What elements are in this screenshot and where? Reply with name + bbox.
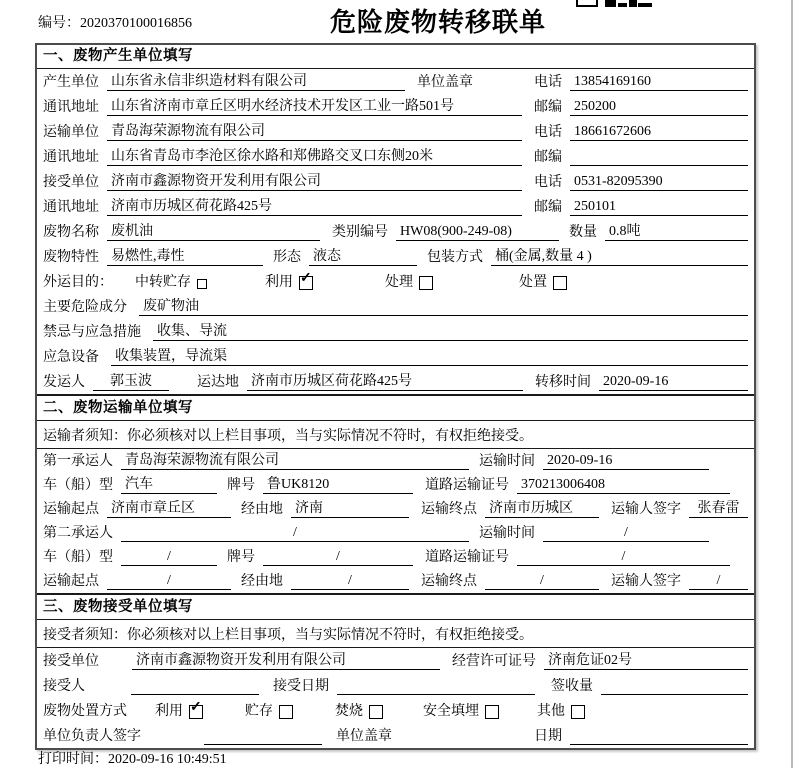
value-carrier-sign-2: / <box>689 572 748 590</box>
row-second-carrier <box>37 521 754 545</box>
row-sender <box>37 369 754 394</box>
value-date <box>570 727 748 745</box>
label-second-carrier: 第二承运人 <box>43 526 113 541</box>
value-road-permit-1: 370213006408 <box>517 476 730 494</box>
label-transport-address: 通讯地址 <box>43 150 99 165</box>
value-transport-unit: 青岛海荣源物流有限公司 <box>107 123 522 141</box>
label-acceptor: 接受人 <box>43 679 85 694</box>
section-2-notice: 运输者须知：你必须核对以上栏目事项，当与实际情况不符时，有权拒绝接受。 <box>37 421 754 449</box>
value-acceptor <box>131 677 259 695</box>
label-packing: 包装方式 <box>427 250 483 265</box>
value-route-end-2: / <box>485 572 599 590</box>
value-waste-name: 废机油 <box>107 223 320 241</box>
label-carrier-sign-2: 运输人签字 <box>611 574 681 589</box>
value-zip-3: 250101 <box>570 198 748 216</box>
disposal-incinerate-checkbox <box>369 705 383 719</box>
row-disposal-method <box>37 698 754 723</box>
label-form-state: 形态 <box>273 250 301 265</box>
transit-storage-checkbox <box>197 279 207 289</box>
label-producer-address: 通讯地址 <box>43 100 99 115</box>
option-treat: 处理 <box>385 274 433 294</box>
value-producer-unit: 山东省永信非织造材料有限公司 <box>107 73 405 91</box>
label-vehicle-type-1: 车（船）型 <box>43 478 113 493</box>
disposal-landfill-checkbox <box>485 705 499 719</box>
label-responsible-sign: 单位负责人签字 <box>43 729 141 744</box>
value-carrier-sign-1: 张春雷 <box>689 500 748 518</box>
label-via-2: 经由地 <box>241 574 283 589</box>
label-quantity: 数量 <box>569 225 597 240</box>
section-3-title: 三、废物接受单位填写 <box>37 593 754 620</box>
label-road-permit-2: 道路运输证号 <box>425 550 509 565</box>
label-unit-seal-2: 单位盖章 <box>336 729 392 744</box>
label-road-permit-1: 道路运输证号 <box>425 478 509 493</box>
value-category-code: HW08(900-249-08) <box>396 223 559 241</box>
label-route-start-1: 运输起点 <box>43 502 99 517</box>
label-main-hazard: 主要危险成分 <box>43 300 127 315</box>
value-via-2: / <box>291 572 409 590</box>
row-precautions <box>37 319 754 344</box>
qr-code-fragment-icon <box>575 0 655 8</box>
label-transport-time-2: 运输时间 <box>479 526 535 541</box>
utilize-checkbox: ✓ <box>299 276 313 290</box>
value-packing: 桶(金属,数量 4 ) <box>491 248 748 266</box>
option-disposal-utilize: 利用 ✓ <box>155 700 202 719</box>
option-disposal-landfill: 安全填埋 <box>423 703 499 723</box>
section-3-notice: 接受者须知：你必须核对以上栏目事项，当与实际情况不符时，有权拒绝接受。 <box>37 620 754 648</box>
row-vehicle-1 <box>37 473 754 497</box>
label-via-1: 经由地 <box>241 502 283 517</box>
disposal-storage-checkbox <box>279 705 293 719</box>
section-2-title: 二、废物运输单位填写 <box>37 394 754 421</box>
value-waste-property: 易燃性,毒性 <box>107 248 263 266</box>
value-receiver-address: 济南市历城区荷花路425号 <box>107 198 522 216</box>
value-responsible-sign <box>204 727 322 745</box>
label-phone-1: 电话 <box>534 75 562 90</box>
value-main-hazard: 废矿物油 <box>139 298 748 316</box>
value-quantity: 0.8吨 <box>605 223 748 241</box>
print-time-label: 打印时间： <box>38 752 108 767</box>
row-route-1 <box>37 497 754 521</box>
label-destination: 运达地 <box>197 375 239 390</box>
value-zip-1: 250200 <box>570 98 748 116</box>
label-route-end-2: 运输终点 <box>421 574 477 589</box>
label-phone-2: 电话 <box>534 125 562 140</box>
row-receiver-address <box>37 194 754 219</box>
value-transfer-date: 2020-09-16 <box>599 373 748 391</box>
label-route-start-2: 运输起点 <box>43 574 99 589</box>
value-second-carrier: / <box>121 524 469 542</box>
value-sender: 郭玉波 <box>93 373 169 391</box>
label-carrier-sign-1: 运输人签字 <box>611 502 681 517</box>
value-first-carrier: 青岛海荣源物流有限公司 <box>121 452 469 470</box>
label-accept-unit: 接受单位 <box>43 654 99 669</box>
label-accept-date: 接受日期 <box>273 679 329 694</box>
value-accept-date <box>337 677 535 695</box>
option-disposal-storage: 贮存 <box>245 703 293 723</box>
row-waste-name <box>37 219 754 244</box>
value-transport-time-2: / <box>543 524 709 542</box>
label-transport-time-1: 运输时间 <box>479 454 535 469</box>
manifest-form <box>35 43 756 750</box>
option-disposal-other: 其他 <box>537 703 585 723</box>
value-route-start-2: / <box>107 572 231 590</box>
row-first-carrier <box>37 449 754 473</box>
value-precautions: 收集、导流 <box>153 323 748 341</box>
label-plate-2: 牌号 <box>227 550 255 565</box>
label-category-code: 类别编号 <box>332 225 388 240</box>
value-destination: 济南市历城区荷花路425号 <box>247 373 523 391</box>
value-plate-2: / <box>263 548 413 566</box>
row-vehicle-2 <box>37 545 754 569</box>
value-phone-2: 18661672606 <box>570 123 748 141</box>
label-first-carrier: 第一承运人 <box>43 454 113 469</box>
value-producer-address: 山东省济南市章丘区明水经济技术开发区工业一路501号 <box>107 98 522 116</box>
row-transfer-purpose <box>37 269 754 294</box>
page-edge-line <box>791 0 793 768</box>
value-via-1: 济南 <box>291 500 409 518</box>
label-phone-3: 电话 <box>534 175 562 190</box>
label-zip-1: 邮编 <box>534 100 562 115</box>
label-zip-3: 邮编 <box>534 200 562 215</box>
row-transport-unit <box>37 119 754 144</box>
row-waste-property <box>37 244 754 269</box>
row-producer-unit <box>37 69 754 94</box>
label-transfer-date: 转移时间 <box>535 375 591 390</box>
label-producer-unit: 产生单位 <box>43 75 99 90</box>
row-acceptor <box>37 673 754 698</box>
section-1-title: 一、废物产生单位填写 <box>37 45 754 69</box>
option-disposal-incinerate: 焚烧 <box>335 703 383 723</box>
page-title: 危险废物转移联单 <box>330 7 547 37</box>
value-phone-3: 0531-82095390 <box>570 173 748 191</box>
value-transport-address: 山东省青岛市李沧区徐水路和郑佛路交叉口东侧20米 <box>107 148 522 166</box>
label-plate-1: 牌号 <box>227 478 255 493</box>
value-transport-time-1: 2020-09-16 <box>543 452 709 470</box>
label-receiver-address: 通讯地址 <box>43 200 99 215</box>
value-signed-quantity <box>601 677 748 695</box>
value-zip-2 <box>570 148 748 166</box>
row-main-hazard <box>37 294 754 319</box>
label-disposal-method: 废物处置方式 <box>43 704 127 719</box>
row-producer-address <box>37 94 754 119</box>
value-route-start-1: 济南市章丘区 <box>107 500 231 518</box>
label-receiver-unit: 接受单位 <box>43 175 99 190</box>
label-waste-property: 废物特性 <box>43 250 99 265</box>
label-transport-unit: 运输单位 <box>43 125 99 140</box>
print-time-value: 2020-09-16 10:49:51 <box>108 752 227 767</box>
treat-checkbox <box>419 276 433 290</box>
label-transfer-purpose: 外运目的： <box>43 275 113 290</box>
value-plate-1: 鲁UK8120 <box>263 476 413 494</box>
label-unit-seal: 单位盖章 <box>417 75 473 90</box>
row-emergency-equipment <box>37 344 754 369</box>
label-waste-name: 废物名称 <box>43 225 99 240</box>
disposal-other-checkbox <box>571 705 585 719</box>
label-signed-quantity: 签收量 <box>551 679 593 694</box>
dispose-checkbox <box>553 276 567 290</box>
label-route-end-1: 运输终点 <box>421 502 477 517</box>
row-receiver-unit <box>37 169 754 194</box>
value-business-permit: 济南危证02号 <box>544 652 748 670</box>
value-route-end-1: 济南市历城区 <box>485 500 599 518</box>
label-date: 日期 <box>534 729 562 744</box>
label-emergency-equipment: 应急设备 <box>43 350 99 365</box>
serial-label: 编号： <box>38 16 80 31</box>
option-utilize: 利用 ✓ <box>265 271 312 290</box>
serial-value: 2020370100016856 <box>80 16 192 31</box>
row-route-2 <box>37 569 754 593</box>
value-receiver-unit: 济南市鑫源物资开发利用有限公司 <box>107 173 522 191</box>
row-responsible-sign <box>37 723 754 748</box>
print-time-line <box>38 748 227 768</box>
row-transport-address <box>37 144 754 169</box>
serial-number-line <box>38 12 192 32</box>
disposal-utilize-checkbox: ✓ <box>189 705 203 719</box>
value-emergency-equipment: 收集装置，导流渠 <box>111 348 748 366</box>
value-form-state: 液态 <box>309 248 417 266</box>
value-accept-unit: 济南市鑫源物资开发利用有限公司 <box>132 652 440 670</box>
value-phone-1: 13854169160 <box>570 73 748 91</box>
label-business-permit: 经营许可证号 <box>452 654 536 669</box>
label-zip-2: 邮编 <box>534 150 562 165</box>
label-vehicle-type-2: 车（船）型 <box>43 550 113 565</box>
option-dispose: 处置 <box>519 274 567 294</box>
option-transit-storage: 中转贮存 <box>135 274 207 294</box>
row-accept-unit <box>37 648 754 673</box>
value-vehicle-type-2: / <box>121 548 217 566</box>
label-precautions: 禁忌与应急措施 <box>43 325 141 340</box>
value-road-permit-2: / <box>517 548 730 566</box>
value-vehicle-type-1: 汽车 <box>121 476 217 494</box>
label-sender: 发运人 <box>43 375 85 390</box>
